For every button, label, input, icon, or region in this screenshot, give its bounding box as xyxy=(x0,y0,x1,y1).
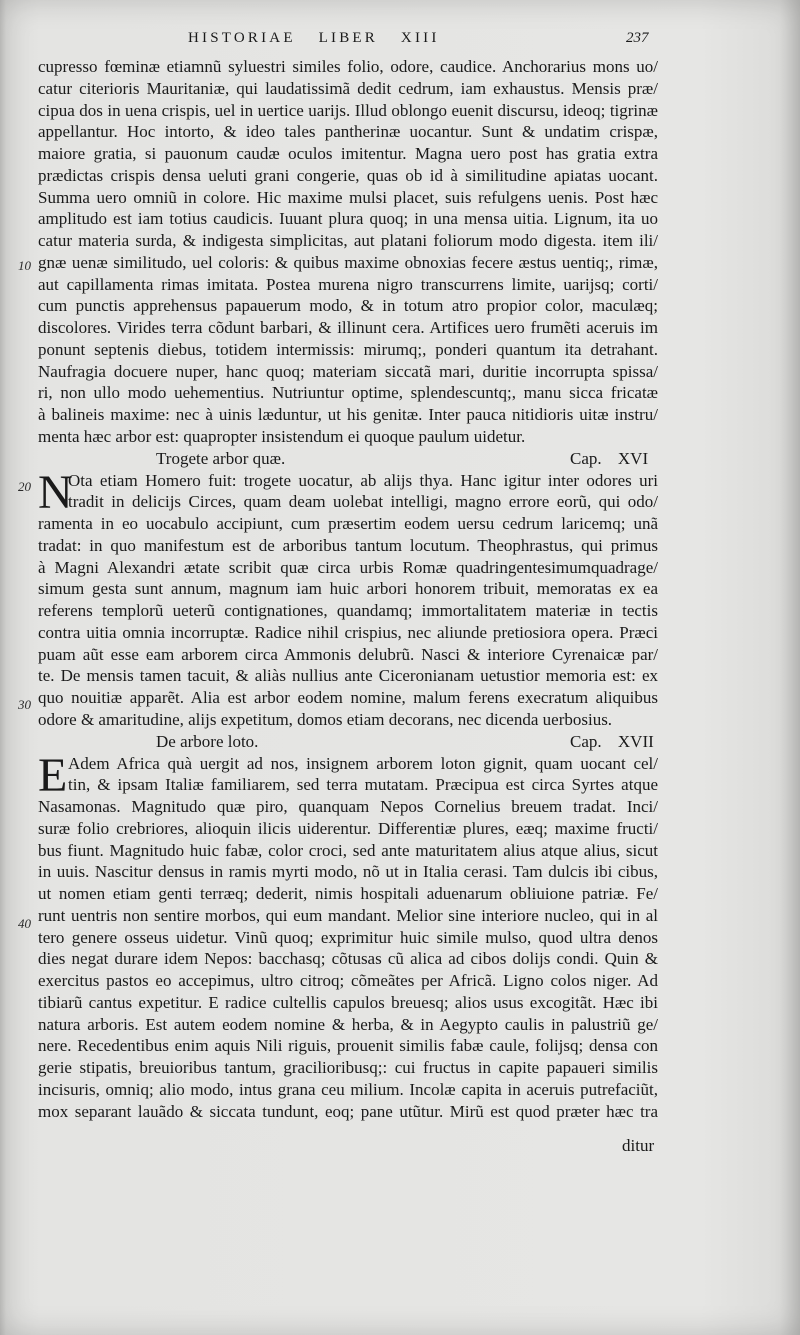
text-line: à balineis maxime: nec à uinis læduntur, ut his genitæ. Inter pauca nitidioris uitæ instru/ xyxy=(38,405,658,424)
text-line: tibiarũ cantus expetitur. E radice cultellis capulos breuesq; alios usus excogitãt. Hæc ibi xyxy=(38,992,658,1012)
drop-capital: N xyxy=(38,465,73,519)
text-line: referens templorũ ueterũ contignationes, quandamq; immortalitatem materiæ in tectis xyxy=(38,601,658,620)
text-line: à Magni Alexandri ætate scribit quæ circa urbis Romæ quadringentesimumquadrage/ xyxy=(38,557,658,577)
text-line: exercitus pastos eo accepimus, ultro citroq; cõmeãtes per Africã. Ligno colos niger. Ad xyxy=(38,971,658,990)
text-line: maiore gratia, si pauonum caudæ oculos imitentur. Magna uero post has gratia extra xyxy=(38,144,658,163)
text-line: puam aũt esse eam arborem circa Ammonis delubrũ. Nasci & interiore Cyrenaicæ par/ xyxy=(38,644,658,664)
text-line: te. De mensis tamen tacuit, & aliàs nullius ante Ciceronianam uetustior memoria est: ex xyxy=(38,666,658,686)
text-line: tradit in delicijs Circes, quam deam uolebat intelligi, magno errore eorũ, qui odo/ xyxy=(68,492,658,512)
running-head xyxy=(0,30,800,52)
text-line: runt uentris non sentire morbos, qui eum mandant. Melior sine interiore nucleo, qui in al xyxy=(38,905,658,925)
text-line: in uuis. Nascitur densus in ramis myrti modo, nõ ut in Italia cerasi. Tam dulcis ibi cibus, xyxy=(38,862,658,882)
chapter-heading-16 xyxy=(38,448,658,470)
text-line: nere. Recedentibus enim aquis Nili riguis, prouenit similis fabæ caule, folijsq; densa con xyxy=(38,1036,658,1056)
drop-capital: E xyxy=(38,748,68,802)
chapter-number: Cap. XVI xyxy=(570,448,649,468)
text-line: appellantur. Hoc intorto, & ideo tales pantherinæ uocantur. Sunt & undatim crispæ, xyxy=(38,122,658,142)
text-line: catur citerioris Mauritaniæ, qui laudatissimã dedit cedrum, iam exhaustus. Mensis præ/ xyxy=(38,78,658,98)
chapter-heading-17 xyxy=(38,731,658,753)
chapter-title: De arbore loto. xyxy=(156,731,259,751)
text-line: catur materia surda, & indigesta simplicitas, aut platani foliorum modo digesta. item ili/ xyxy=(38,231,658,250)
text-line: mox separant lauãdo & siccata tundunt, eoq; pane utũtur. Mirũ est quod præter hæc tra xyxy=(38,1101,658,1121)
text-line: amplitudo est iam totius caudicis. Iuuant plura quoq; in una mensa uitia. Lignum, ita uo xyxy=(38,209,658,229)
text-line: Naufragia docuere nuper, hanc quoq; materiam siccatã mari, duritie incorrupta spissa/ xyxy=(38,361,658,381)
margin-line-number: 30 xyxy=(18,697,31,712)
text-line: tradat: in quo manifestum est de arboribus tantum locutum. Theophrastus, qui primus xyxy=(38,535,658,555)
text-line: dies negat durare idem Nepos: bacchasq; cõtusas cũ alica ad cibos dolijs condi. Quin & xyxy=(38,949,658,969)
text-line: cupresso fœminæ etiamnũ syluestri similes folio, odore, caudice. Anchorarius mons uo/ xyxy=(38,57,658,76)
chapter-number: Cap. XVII xyxy=(570,731,654,751)
text-line: ponunt septenis diebus, totidem intermissis: mirumq;, ponderi quantum ita detrahant. xyxy=(38,339,658,359)
text-line: quo nouitiæ apparẽt. Alia est arbor eodem nomine, malum ferens execratum aliquibus xyxy=(38,688,658,707)
text-line: ri, non ullo modo uehementius. Nutriuntur optime, splendescuntq;, manu sicca fricatæ xyxy=(38,383,658,403)
text-line: bus fiunt. Magnitudo huic fabæ, color croci, sed ante maturitatem alius atque alius, sicut xyxy=(38,840,658,860)
text-line: Ota etiam Homero fuit: trogete uocatur, ab alijs thya. Hanc igitur inter odores uri xyxy=(68,470,658,490)
text-line: Adem Africa quà uergit ad nos, insignem arborem loton gignit, quam uocant cel/ xyxy=(68,753,658,773)
margin-line-number: 40 xyxy=(18,916,31,931)
text-line: cipua dos in uena crispis, uel in uertice uarijs. Illud oblongo euenit discursu, ideoq; tigrinæ xyxy=(38,100,658,120)
text-line: ramenta in eo uocabulo accipiunt, cum præsertim eodem uersu cedrum laricemq; unã xyxy=(38,514,658,533)
margin-line-number: 20 xyxy=(18,479,31,494)
text-line: Summa uero omniũ in colore. Hic maxime mulsi placet, suis refulgens uenis. Post hæc xyxy=(38,187,658,207)
text-block-2 xyxy=(38,465,658,731)
text-line: gerie stipatis, breuioribus tantum, gracilioribusq;: cui fructus in capite papaueri similis xyxy=(38,1058,658,1077)
text-line: simum gesta sunt annum, magnum iam huic arbori honorem tribuit, memoratas ex ea xyxy=(38,579,658,599)
text-line: incisuris, omniq; alio modo, intus grana ceu milium. Incolæ capita in aceruis putrefaciũt, xyxy=(38,1079,658,1099)
text-line: tin, & ipsam Italiæ familiarem, sed terra mutatam. Præcipua est circa Syrtes atque xyxy=(68,775,658,795)
text-line: natura arboris. Est autem eodem nomine & herba, & in Aegypto caulis in palustriũ ge/ xyxy=(38,1014,658,1034)
text-line: contra uitia omnia incorruptæ. Radice nihil crispius, nec aliunde pretiosiora opera. Præci xyxy=(38,622,658,642)
text-line: discolores. Virides terra cõdunt barbari, & illinunt cera. Artifices uero frumẽti aceruis im xyxy=(38,318,658,337)
text-line: tero genere osseus uidetur. Vinũ quoq; exprimitur huic simile mulso, quod ultra denos xyxy=(38,927,658,947)
text-line: gnæ uenæ similitudo, uel coloris: & quibus maxime obnoxias fecere æstus uentiq;, rimæ, xyxy=(38,252,658,272)
chapter-title: Trogete arbor quæ. xyxy=(156,448,286,468)
margin-line-number: 10 xyxy=(18,258,31,273)
text-line: aut capillamenta rimas imitata. Postea murena nigro transcurrens limite, uarijsq; corti/ xyxy=(38,274,658,294)
text-block-3 xyxy=(38,748,658,1123)
text-line: prædictas crispis densa ueluti grani congerie, quas ob id à similitudine apiatas uocant. xyxy=(38,165,658,185)
catchword: ditur xyxy=(622,1136,655,1155)
text-line: menta hæc arbor est: quapropter insistendum ei quoque paulum uidetur. xyxy=(38,426,526,446)
folio-number: 237 xyxy=(626,30,649,46)
text-line: ut nomen etiam genti terræq; dederit, nimis hospitali aduenarum obliuione patriæ. Fe/ xyxy=(38,884,658,903)
text-block-1 xyxy=(38,56,658,448)
text-line: cum punctis apprehensus papauerum modo, & in totum atro propior color, maculæq; xyxy=(38,296,658,316)
text-line: odore & amaritudine, alijs expetitum, domos etiam decorans, nec dicenda uerbosius. xyxy=(38,709,613,729)
text-line: Nasamonas. Magnitudo quæ piro, quanquam Nepos Cornelius breuem tradat. Inci/ xyxy=(38,797,658,816)
main-text xyxy=(38,56,658,1122)
text-line: suræ folio crebriores, alioquin ilicis uiderentur. Differentiæ plures, eæq; maxime fructi/ xyxy=(38,818,658,838)
running-title: HISTORIAE LIBER XIII xyxy=(188,30,440,46)
